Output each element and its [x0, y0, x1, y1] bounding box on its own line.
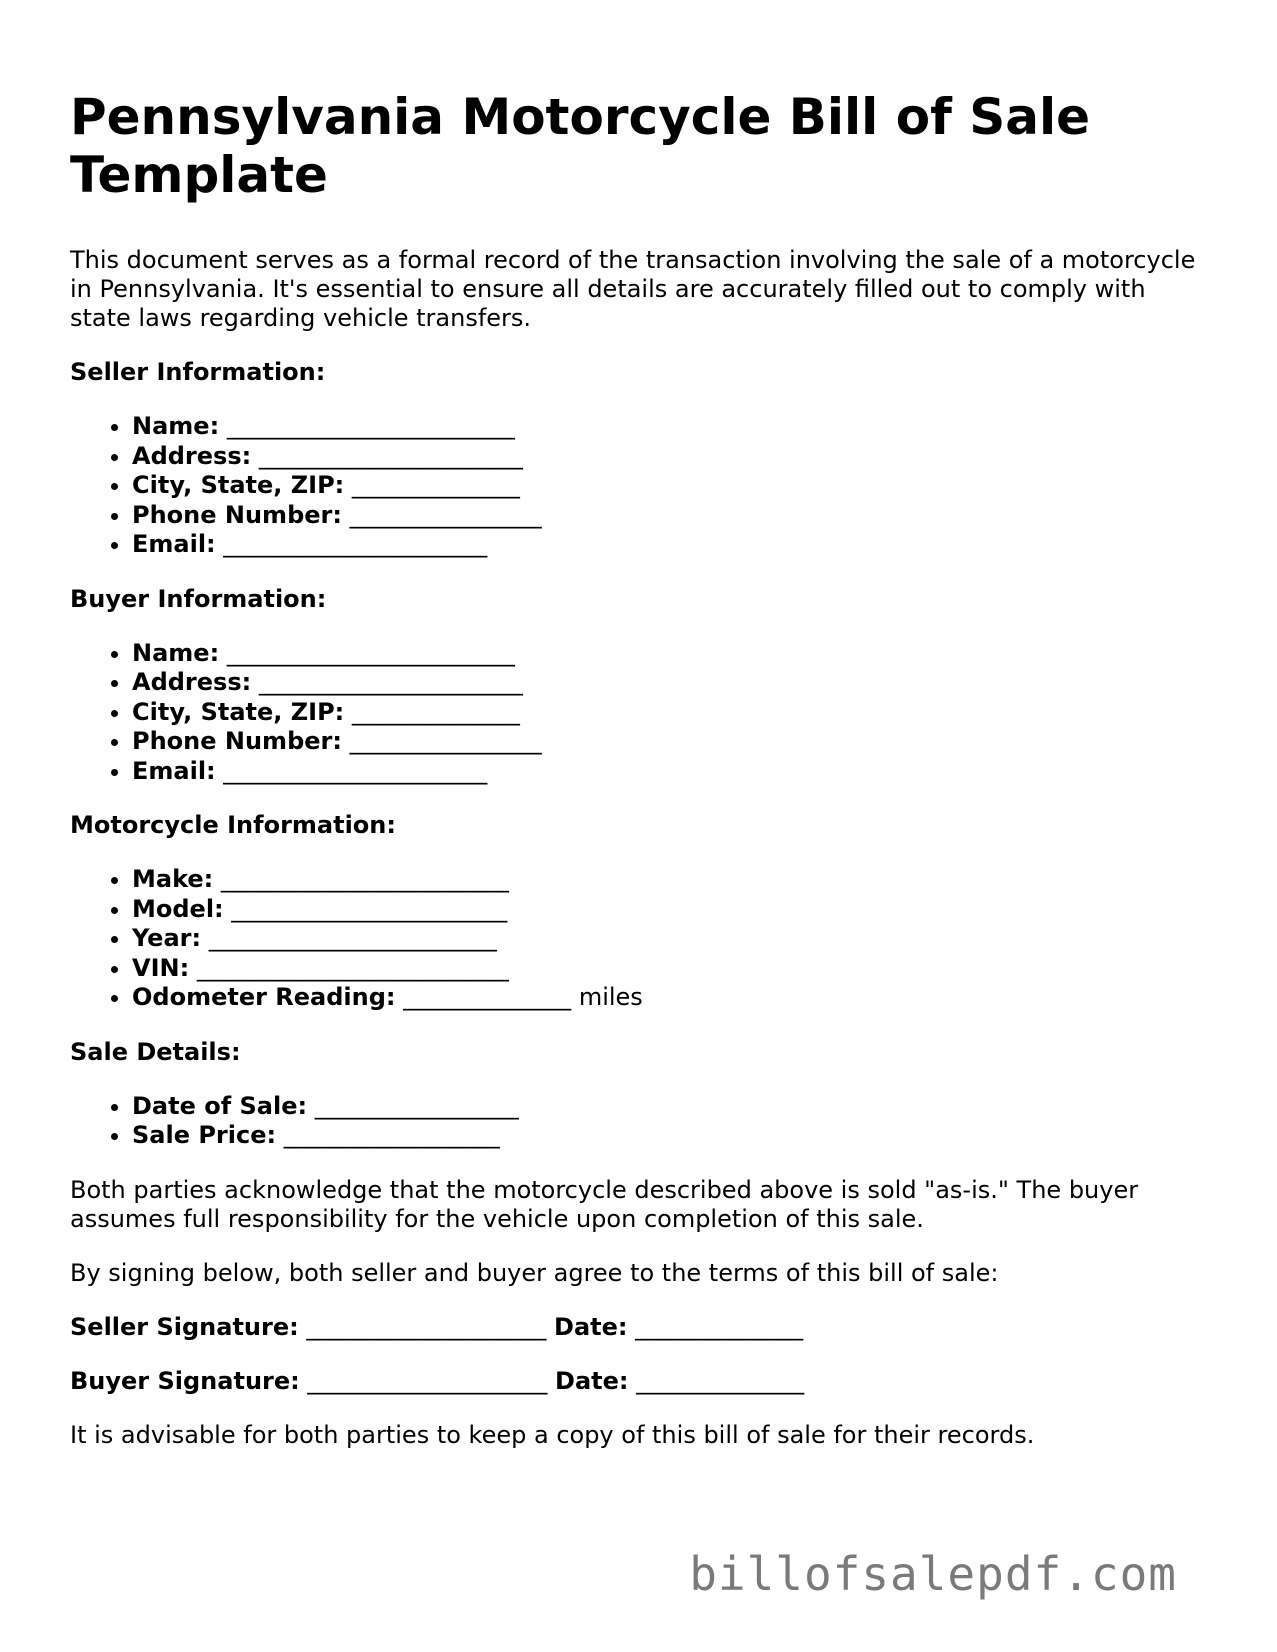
sale-section-heading: Sale Details: [70, 1037, 241, 1066]
field-label: Make: [132, 865, 214, 893]
field-label: Odometer Reading: [132, 983, 396, 1011]
field-label: Email: [132, 756, 216, 785]
field-label: Year: [132, 924, 202, 952]
seller-email-field [132, 530, 1210, 560]
blank-line[interactable]: ______________ [351, 697, 520, 726]
seller-section-heading: Seller Information: [70, 358, 326, 386]
blank-line[interactable]: ________________ [349, 500, 542, 529]
as-is-paragraph: Both parties acknowledge that the motorcycle described above is sold "as-is." The buyer assumes full responsibility for the vehicle upon completion of this sale. [70, 1175, 1139, 1233]
buyer-signature-label: Buyer Signature: [70, 1366, 300, 1395]
sale-date-field [132, 1092, 1210, 1122]
motorcycle-field-list [70, 865, 1210, 1013]
motorcycle-vin-field [132, 954, 1210, 984]
blank-line[interactable]: ______________________ [223, 530, 488, 558]
motorcycle-odometer-field [132, 983, 1210, 1013]
field-label: Sale Price: [132, 1121, 277, 1149]
field-label: Email: [132, 530, 216, 558]
seller-phone-field [132, 501, 1210, 531]
field-label: Model: [132, 894, 224, 923]
buyer-address-field [132, 668, 1210, 698]
closing-paragraph: It is advisable for both parties to keep a copy of this bill of sale for their records. [70, 1420, 1035, 1449]
buyer-city-state-zip-field [132, 698, 1210, 728]
field-label: Phone Number: [132, 727, 342, 755]
blank-line[interactable]: ______________________ [258, 668, 523, 696]
seller-signature-label: Seller Signature: [70, 1312, 299, 1341]
buyer-date-blank[interactable]: ______________ [636, 1366, 805, 1395]
blank-line[interactable]: ______________ [351, 471, 520, 499]
blank-line[interactable]: __________________ [283, 1121, 500, 1149]
sale-field-list [70, 1092, 1210, 1151]
buyer-field-list [70, 639, 1210, 787]
agreement-paragraph: By signing below, both seller and buyer agree to the terms of this bill of sale: [70, 1258, 999, 1287]
blank-line[interactable]: ______________________ [258, 441, 523, 470]
blank-line[interactable]: ________________________ [208, 924, 497, 952]
motorcycle-section-heading: Motorcycle Information: [70, 811, 396, 839]
seller-date-blank[interactable]: ______________ [635, 1312, 804, 1341]
buyer-name-field [132, 639, 1210, 669]
blank-line[interactable]: ________________________ [220, 865, 509, 893]
blank-line[interactable]: ________________________ [226, 412, 515, 440]
field-label: VIN: [132, 953, 190, 982]
field-label: Name: [132, 638, 220, 667]
seller-address-field [132, 442, 1210, 472]
watermark-text: billofsalepdf.com [689, 1547, 1177, 1601]
field-label: Phone Number: [132, 500, 342, 529]
seller-signature-row [70, 1313, 1210, 1342]
seller-signature-blank[interactable]: ____________________ [306, 1312, 547, 1341]
seller-field-list [70, 412, 1210, 560]
seller-name-field [132, 412, 1210, 442]
blank-line[interactable]: ______________________ [223, 756, 488, 785]
document-page [70, 88, 1210, 1475]
motorcycle-make-field [132, 865, 1210, 895]
page-title: Pennsylvania Motorcycle Bill of Sale Template [70, 88, 1091, 204]
sale-price-field [132, 1121, 1210, 1151]
odometer-unit: miles [578, 983, 643, 1011]
blank-line[interactable]: __________________________ [196, 953, 509, 982]
seller-date-label: Date: [554, 1312, 628, 1341]
buyer-signature-row [70, 1367, 1210, 1396]
field-label: City, State, ZIP: [132, 697, 345, 726]
motorcycle-year-field [132, 924, 1210, 954]
motorcycle-model-field [132, 895, 1210, 925]
buyer-phone-field [132, 727, 1210, 757]
field-label: Address: [132, 441, 252, 470]
intro-paragraph: This document serves as a formal record of the transaction involving the sale of a motorcycle in Pennsylvania. It's essential to ensure all details are accurately filled out to comply with state laws regarding vehicle transfers. [70, 246, 1196, 332]
field-label: City, State, ZIP: [132, 471, 345, 499]
blank-line[interactable]: ________________________ [226, 638, 515, 667]
blank-line[interactable]: ________________ [349, 727, 542, 755]
blank-line[interactable]: _______________________ [231, 894, 508, 923]
buyer-date-label: Date: [555, 1366, 629, 1395]
buyer-email-field [132, 757, 1210, 787]
seller-city-state-zip-field [132, 471, 1210, 501]
field-label: Name: [132, 412, 220, 440]
buyer-section-heading: Buyer Information: [70, 584, 327, 613]
blank-line[interactable]: _________________ [314, 1091, 519, 1120]
blank-line[interactable]: ______________ [403, 983, 572, 1011]
field-label: Address: [132, 668, 252, 696]
field-label: Date of Sale: [132, 1091, 308, 1120]
buyer-signature-blank[interactable]: ____________________ [307, 1366, 548, 1395]
